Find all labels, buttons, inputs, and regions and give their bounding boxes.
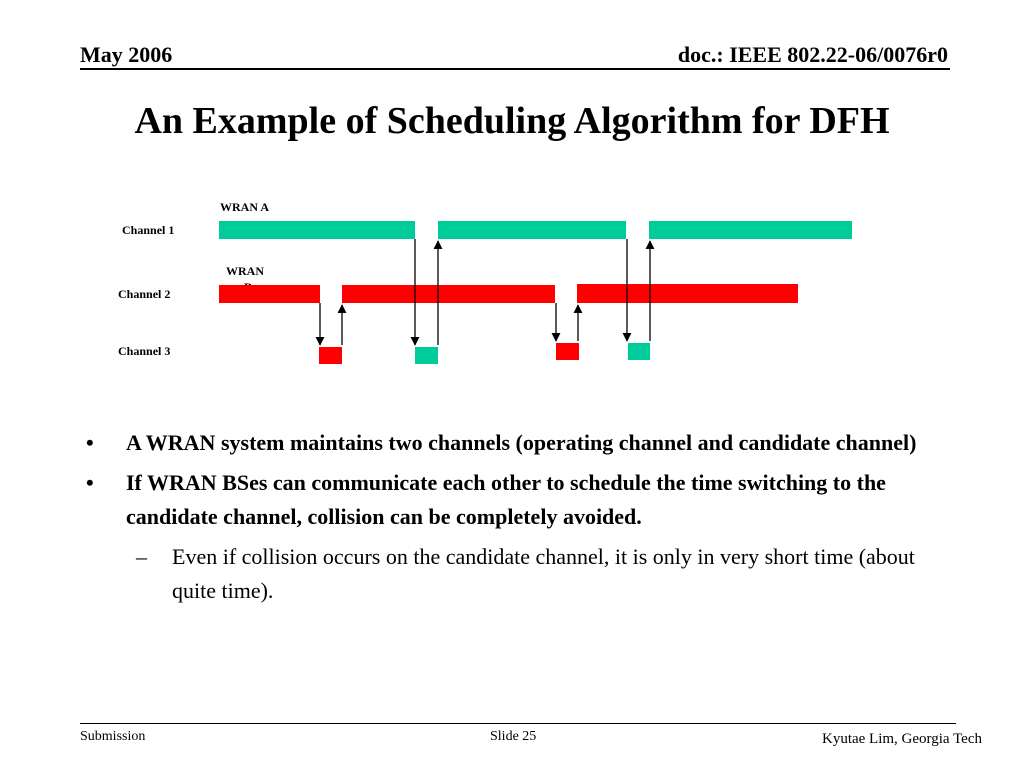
footer-author: Kyutae Lim, Georgia Tech (821, 731, 982, 747)
wran-a-block (438, 221, 626, 239)
wran-b-slot (556, 343, 579, 360)
sub-bullet-marker: – (136, 544, 147, 569)
wran-a-slot (415, 347, 438, 364)
bullet-marker: • (86, 430, 94, 455)
channel-3-label: Channel 3 (118, 344, 171, 358)
wran-a-label: WRAN A (220, 200, 270, 214)
bullet-text: A WRAN system maintains two channels (operating channel and candidate channel) (126, 430, 917, 455)
bullet-list (86, 426, 946, 608)
footer-divider (80, 723, 956, 724)
bullet-text: If WRAN BSes can communicate each other to schedule the time switching to the candidate channel, collision can be completely avoided. (126, 470, 886, 529)
sub-bullet-item (86, 540, 946, 608)
bullet-item (86, 426, 946, 460)
wran-a-block (219, 221, 415, 239)
wran-b-block (342, 285, 555, 303)
bullet-marker: • (86, 470, 94, 495)
footer-submission: Submission (80, 729, 146, 744)
wran-b-slot (319, 347, 342, 364)
channel-1-label: Channel 1 (122, 223, 175, 237)
wran-a-block (649, 221, 852, 239)
slide-number: Slide 25 (490, 729, 537, 744)
wran-a-slot (628, 343, 650, 360)
bullet-item (86, 466, 946, 534)
wran-b-block (219, 285, 320, 303)
sub-bullet-text: Even if collision occurs on the candidate channel, it is only in very short time (about quite time). (172, 544, 915, 603)
wran-b-block (577, 284, 798, 303)
slide-title: An Example of Scheduling Algorithm for DFH (134, 100, 890, 142)
header-doc-id: doc.: IEEE 802.22-06/0076r0 (677, 42, 948, 67)
header-date: May 2006 (80, 42, 173, 67)
wran-b-label-line1: WRAN (226, 264, 264, 278)
channel-2-label: Channel 2 (118, 287, 171, 301)
